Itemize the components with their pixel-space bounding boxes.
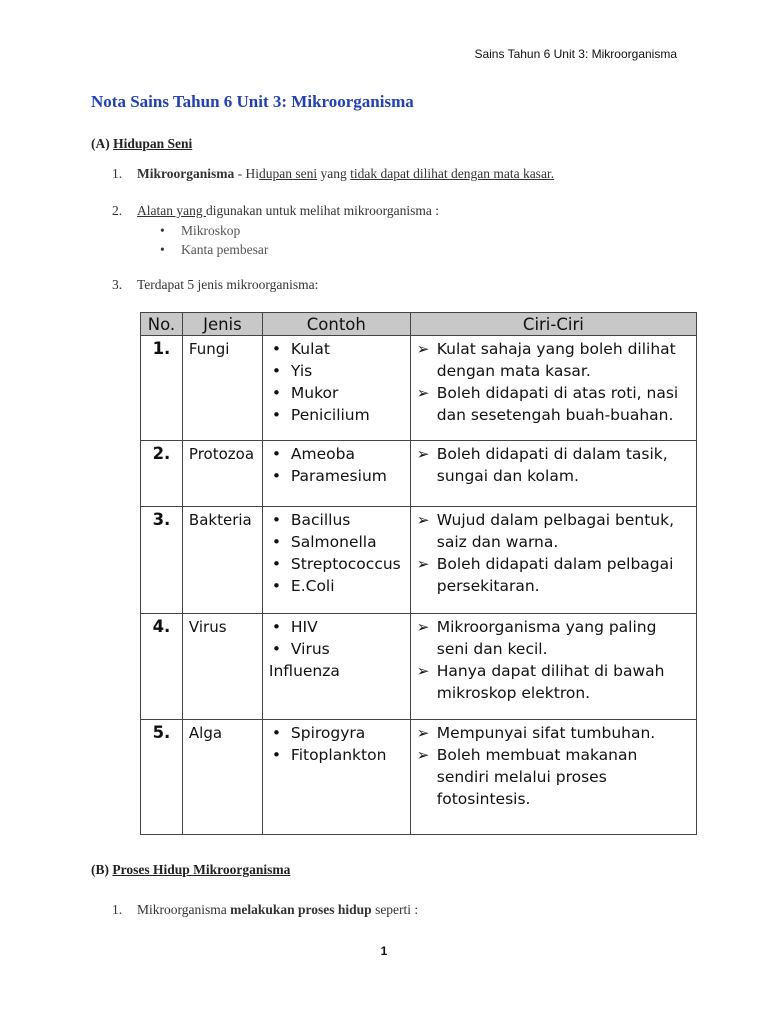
microorganism-table	[140, 312, 697, 835]
feature-item: ➢ Kulat sahaja yang boleh dilihat dengan mata kasar.	[417, 338, 690, 382]
cell-no: 2.	[141, 441, 183, 507]
list-item-mikroorganisma-definition	[112, 166, 554, 182]
alatan-text: digunakan untuk melihat mikroorganisma :	[205, 203, 439, 218]
section-a-heading	[91, 136, 192, 152]
cell-ciri	[410, 336, 696, 441]
cell-jenis: Fungi	[182, 336, 262, 441]
example-item: • Mukor	[269, 382, 404, 404]
definition-text: yang	[317, 166, 351, 181]
table-row	[141, 614, 697, 720]
example-item: • Fitoplankton	[269, 744, 404, 766]
header-jenis: Jenis	[182, 313, 262, 336]
cell-contoh	[262, 720, 410, 835]
cell-jenis: Alga	[182, 720, 262, 835]
feature-item: ➢ Wujud dalam pelbagai bentuk, saiz dan warna.	[417, 509, 690, 553]
table-row	[141, 441, 697, 507]
list-item-jenis-count	[112, 277, 318, 293]
section-a-title: Hidupan Seni	[113, 136, 193, 151]
cell-ciri	[410, 614, 696, 720]
definition-underlined: dupan seni	[259, 166, 318, 181]
example-item: • Ameoba	[269, 443, 404, 465]
alatan-underlined: Alatan yang	[137, 203, 206, 218]
example-item: • Penicilium	[269, 404, 404, 426]
section-a-label: (A)	[91, 136, 110, 151]
feature-item: ➢ Boleh didapati di atas roti, nasi dan sesetengah buah-buahan.	[417, 382, 690, 426]
example-item: • Salmonella	[269, 531, 404, 553]
cell-ciri	[410, 507, 696, 614]
header-ciri-ciri: Ciri-Ciri	[410, 313, 696, 336]
list-item-alatan	[112, 203, 439, 219]
cell-contoh	[262, 441, 410, 507]
example-item: • Paramesium	[269, 465, 404, 487]
example-item: • Spirogyra	[269, 722, 404, 744]
running-header: Sains Tahun 6 Unit 3: Mikroorganisma	[474, 47, 677, 61]
feature-item: ➢ Mikroorganisma yang paling seni dan kecil.	[417, 616, 690, 660]
example-item: • Virus Influenza	[269, 638, 404, 682]
cell-contoh	[262, 336, 410, 441]
separator: -	[234, 166, 246, 181]
feature-item: ➢ Boleh didapati dalam pelbagai persekitaran.	[417, 553, 690, 597]
example-item: • Yis	[269, 360, 404, 382]
cell-contoh	[262, 614, 410, 720]
feature-item: ➢ Mempunyai sifat tumbuhan.	[417, 722, 690, 744]
alatan-bullet-list	[160, 221, 268, 259]
header-no: No.	[141, 313, 183, 336]
section-b-label: (B)	[91, 862, 109, 877]
list-item-proses-hidup	[112, 902, 418, 918]
example-item: • Kulat	[269, 338, 404, 360]
document-title: Nota Sains Tahun 6 Unit 3: Mikroorganisma	[91, 92, 414, 111]
term-mikroorganisma: Mikroorganisma	[137, 166, 235, 181]
bullet-item: • Mikroskop	[160, 221, 268, 240]
cell-no: 3.	[141, 507, 183, 614]
proses-text: Mikroorganisma	[137, 902, 231, 917]
example-item: • HIV	[269, 616, 404, 638]
table-row	[141, 720, 697, 835]
cell-no: 1.	[141, 336, 183, 441]
section-b-title: Proses Hidup Mikroorganisma	[112, 862, 291, 877]
example-item: • Bacillus	[269, 509, 404, 531]
table-header-row	[141, 313, 697, 336]
cell-jenis: Bakteria	[182, 507, 262, 614]
list-number: 2.	[112, 203, 123, 218]
cell-contoh	[262, 507, 410, 614]
definition-text: Hi	[245, 166, 259, 181]
list-number: 1.	[112, 166, 123, 181]
page-number: 1	[380, 944, 388, 958]
section-b-heading	[91, 862, 290, 878]
list-number: 1.	[112, 902, 123, 917]
table-row	[141, 336, 697, 441]
table-row	[141, 507, 697, 614]
bullet-item: • Kanta pembesar	[160, 240, 268, 259]
feature-item: ➢ Hanya dapat dilihat di bawah mikroskop elektron.	[417, 660, 690, 704]
cell-no: 5.	[141, 720, 183, 835]
proses-text: seperti :	[371, 902, 419, 917]
proses-bold: melakukan proses hidup	[230, 902, 372, 917]
cell-jenis: Virus	[182, 614, 262, 720]
cell-ciri	[410, 441, 696, 507]
header-contoh: Contoh	[262, 313, 410, 336]
example-item: • Streptococcus	[269, 553, 404, 575]
feature-item: ➢ Boleh didapati di dalam tasik, sungai dan kolam.	[417, 443, 690, 487]
feature-item: ➢ Boleh membuat makanan sendiri melalui proses fotosintesis.	[417, 744, 690, 810]
cell-ciri	[410, 720, 696, 835]
definition-underlined: tidak dapat dilihat dengan mata kasar	[350, 166, 551, 181]
definition-end: .	[550, 166, 555, 181]
example-item: • E.Coli	[269, 575, 404, 597]
list-number: 3.	[112, 277, 123, 292]
cell-jenis: Protozoa	[182, 441, 262, 507]
cell-no: 4.	[141, 614, 183, 720]
jenis-text: Terdapat 5 jenis mikroorganisma:	[137, 277, 319, 292]
